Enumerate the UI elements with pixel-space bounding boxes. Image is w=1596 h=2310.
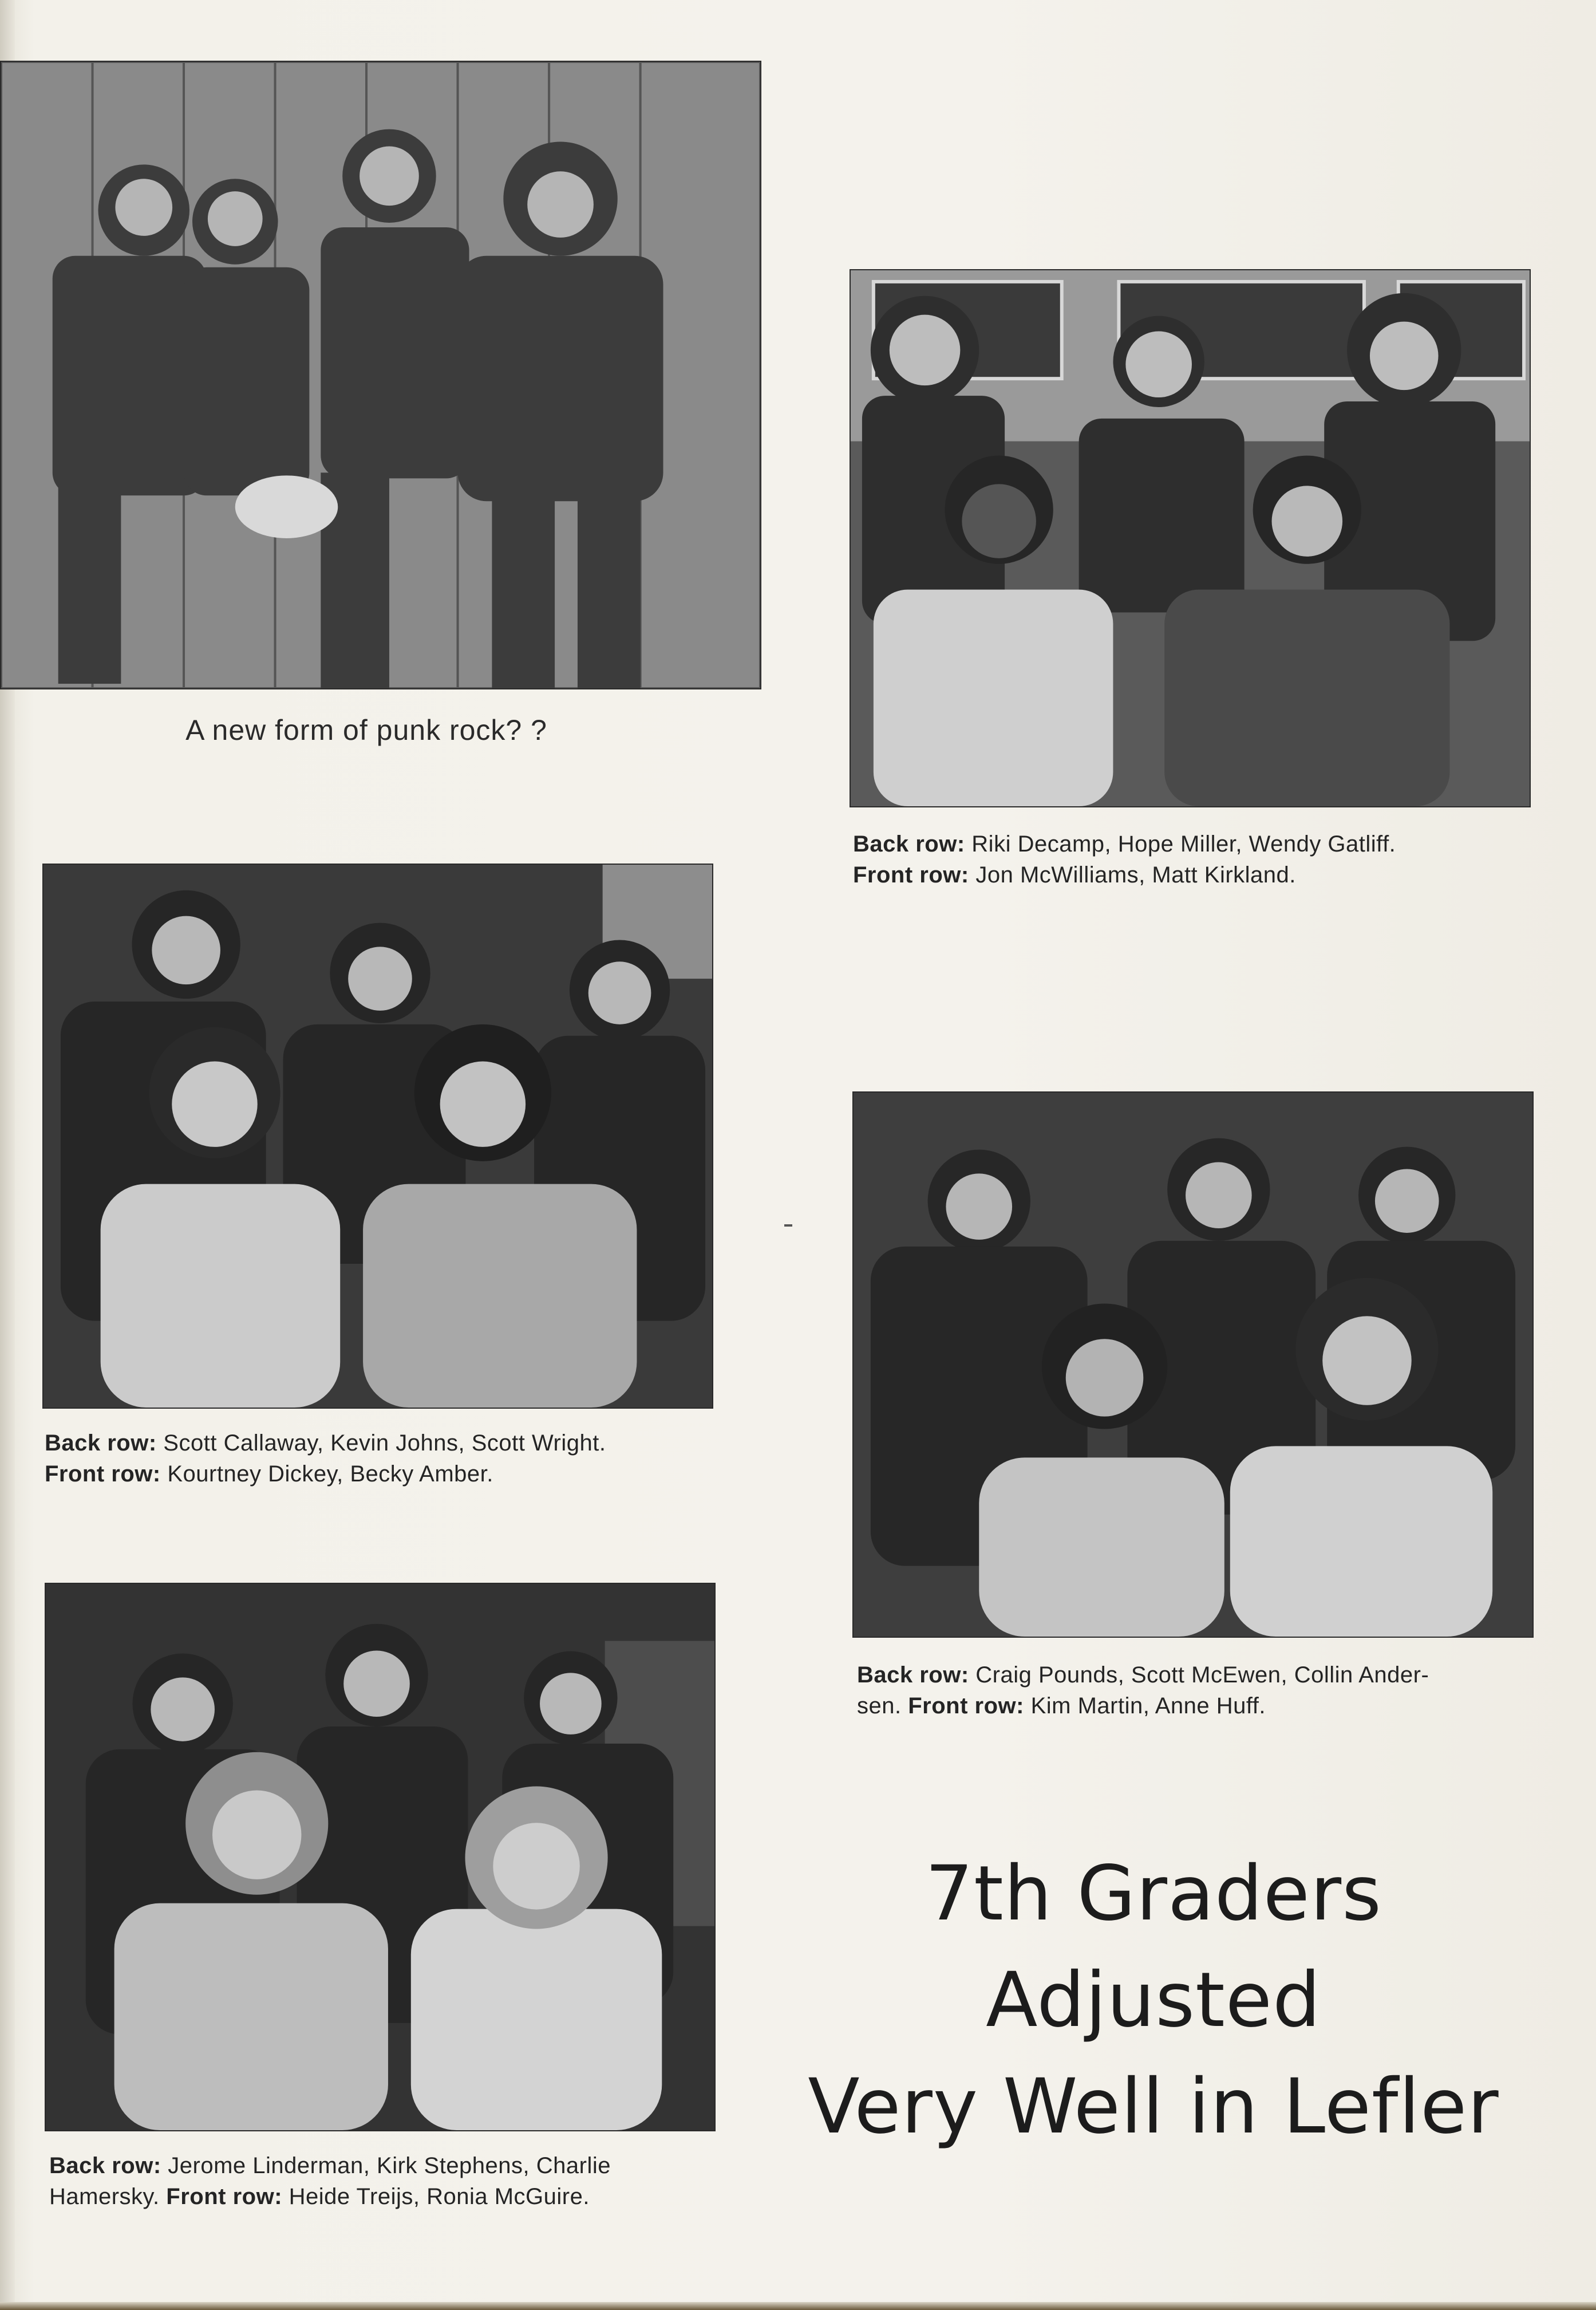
front-row-names: Heide Treijs, Ronia McGuire. <box>289 2184 590 2209</box>
headline-line-1: 7th Graders Adjusted <box>925 1850 1382 2044</box>
group-photo-callaway <box>42 864 713 1409</box>
caption-pounds <box>857 1659 1544 1721</box>
front-row-names: Kourtney Dickey, Becky Amber. <box>167 1461 493 1487</box>
back-row-names: Scott Callaway, Kevin Johns, Scott Wright. <box>163 1430 606 1456</box>
back-row-label: Back row: <box>853 831 965 857</box>
caption-line <box>853 829 1540 860</box>
back-row-names-continued: sen. <box>857 1693 902 1718</box>
caption-decamp <box>853 829 1540 890</box>
caption-line <box>49 2150 736 2181</box>
group-photo-pounds <box>852 1091 1534 1638</box>
caption-callaway <box>45 1428 732 1489</box>
back-row-label: Back row: <box>857 1662 969 1688</box>
page-bottom-edge <box>0 2302 1596 2310</box>
back-row-label: Back row: <box>45 1430 157 1456</box>
group-photo-linderman <box>45 1583 716 2131</box>
caption-line <box>857 1690 1544 1721</box>
caption-line <box>853 860 1540 890</box>
punk-rock-photo <box>0 61 761 689</box>
group-photo-decamp <box>850 269 1531 807</box>
caption-linderman <box>49 2150 736 2212</box>
front-row-label: Front row: <box>166 2184 283 2209</box>
front-row-names: Kim Martin, Anne Huff. <box>1030 1693 1266 1718</box>
caption-line <box>45 1428 732 1458</box>
back-row-label: Back row: <box>49 2153 161 2178</box>
front-row-label: Front row: <box>45 1461 161 1487</box>
back-row-names: Jerome Linderman, Kirk Stephens, Charlie <box>168 2153 611 2178</box>
caption-line <box>45 1458 732 1489</box>
back-row-names-continued: Hamersky. <box>49 2184 160 2209</box>
front-row-label: Front row: <box>853 862 969 888</box>
back-row-names: Riki Decamp, Hope Miller, Wendy Gatliff. <box>971 831 1396 857</box>
front-row-names: Jon McWilliams, Matt Kirkland. <box>975 862 1296 888</box>
caption-line <box>49 2181 736 2212</box>
stray-mark <box>784 1224 792 1227</box>
front-row-label: Front row: <box>908 1693 1024 1718</box>
back-row-names: Craig Pounds, Scott McEwen, Collin Ander- <box>975 1662 1429 1688</box>
page-headline <box>756 1840 1551 2160</box>
caption-line <box>857 1659 1544 1690</box>
headline-line-2: Very Well in Lefler <box>808 2063 1499 2151</box>
punk-rock-caption: A new form of punk rock? ? <box>185 714 547 746</box>
